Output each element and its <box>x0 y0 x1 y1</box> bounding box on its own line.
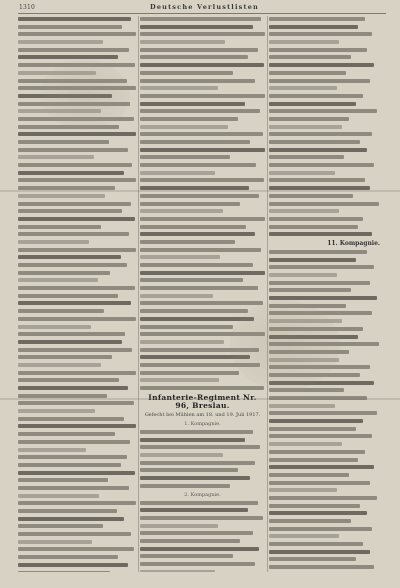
column-right <box>269 17 386 572</box>
regiment-subheading: Gefecht bei Mühlen am 18. und 19. Juli 1917. <box>144 412 261 418</box>
header-rule <box>18 13 386 14</box>
column-rule <box>138 16 139 572</box>
company-heading: 1. Kompagnie. <box>184 421 221 427</box>
column-middle <box>140 17 265 572</box>
column-rule <box>267 16 268 572</box>
paper-fold <box>0 190 400 192</box>
page-number: 1310 <box>19 4 36 11</box>
section-label: 2. Kompagnie. <box>184 491 221 498</box>
paper-stain <box>40 60 130 130</box>
company-heading-right: 11. Kompagnie. <box>327 239 380 247</box>
paper-fold <box>0 398 400 400</box>
paper-stain <box>230 300 340 390</box>
running-head: Deutsche Verlustlisten <box>150 3 259 11</box>
regiment-heading: Infanterie-Regiment Nr. 96, Breslau. <box>148 393 257 410</box>
